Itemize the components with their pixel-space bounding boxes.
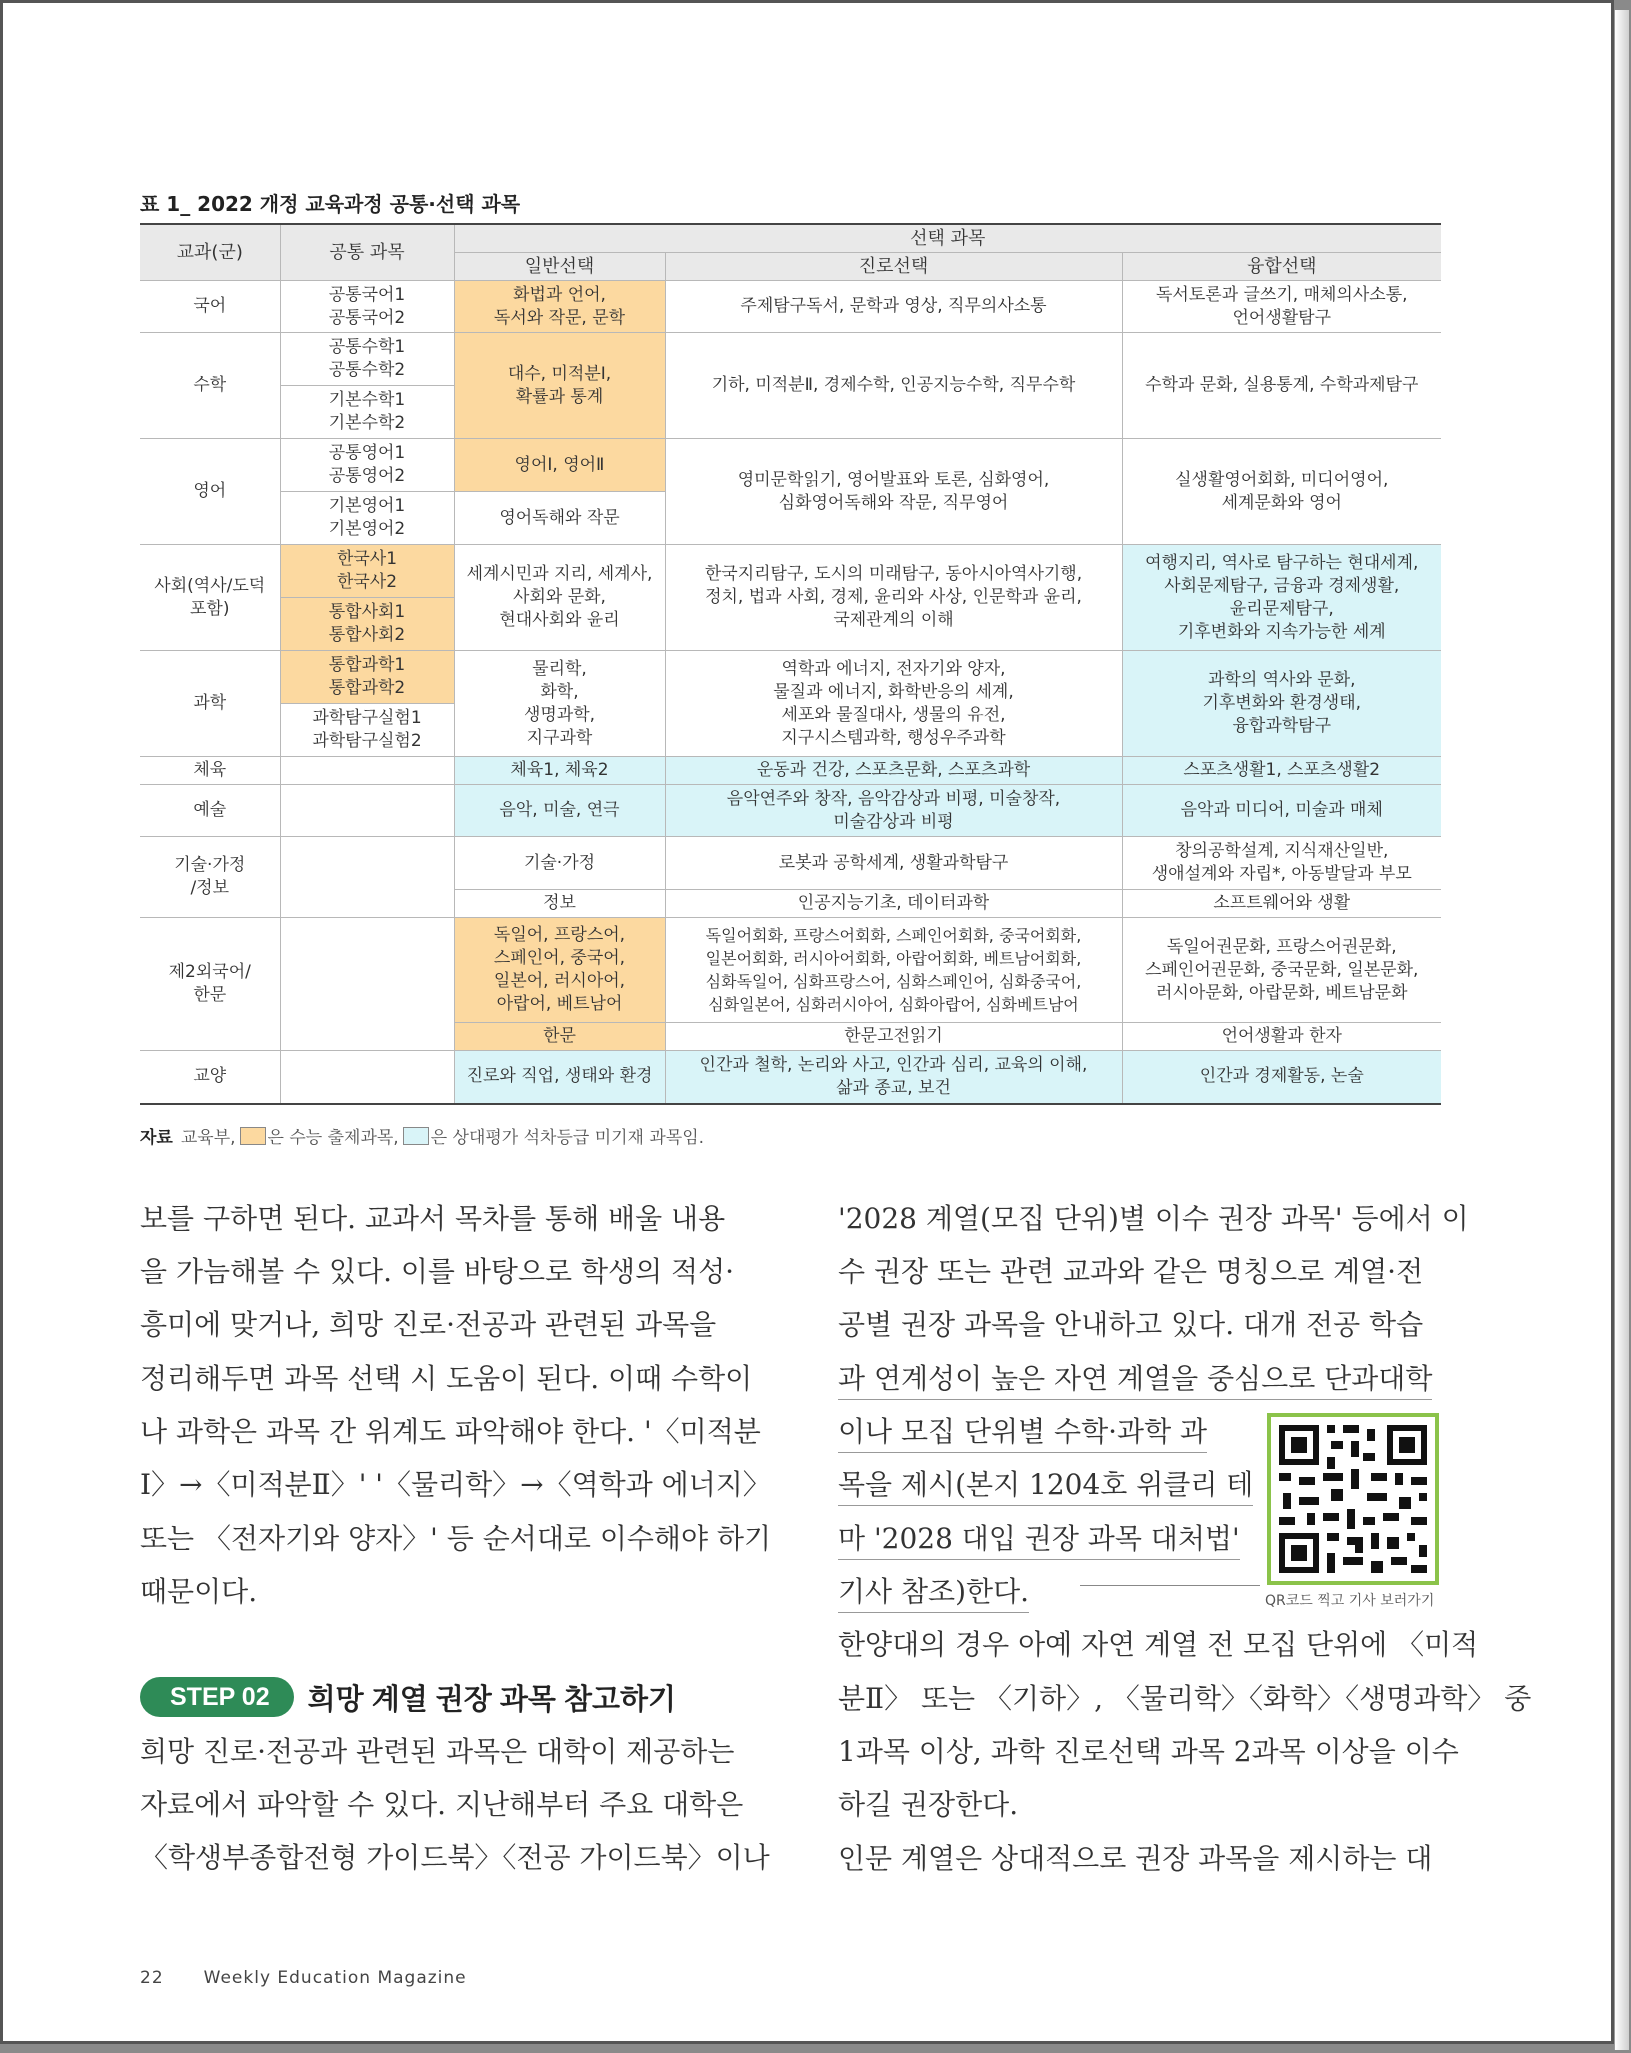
blue-legend-swatch [403,1127,429,1145]
qr-pattern [1271,1417,1435,1581]
common-cell [280,785,454,837]
page-footer [140,1968,467,1988]
step-title: 희망 계열 권장 과목 참고하기 [307,1683,677,1716]
body-line: 분Ⅱ〉 또는 〈기하〉, 〈물리학〉〈화학〉〈생명과학〉 중 [838,1682,1532,1715]
body-line: 보를 구하면 된다. 교과서 목차를 통해 배울 내용 [140,1202,726,1235]
general-cell: 진로와 직업, 생태와 환경 [454,1051,665,1104]
body-line: 나 과학은 과목 간 위계도 파악해야 한다. '〈미적분 [140,1415,761,1448]
common-cell: 공통수학1 공통수학2 [280,333,454,386]
header-common: 공통 과목 [280,224,454,281]
general-cell: 체육1, 체육2 [454,757,665,785]
step-heading [140,1676,676,1718]
curriculum-table [140,223,1441,1105]
general-cell: 물리학, 화학, 생명과학, 지구과학 [454,651,665,757]
career-cell: 기하, 미적분Ⅱ, 경제수학, 인공지능수학, 직무수학 [665,333,1122,439]
body-line: 정리해두면 과목 선택 시 도움이 된다. 이때 수학이 [140,1362,753,1395]
subject-name: 체육 [140,757,280,785]
body-line: 또는 〈전자기와 양자〉' 등 순서대로 이수해야 하기 [140,1522,772,1555]
header-career: 진로선택 [665,253,1122,281]
row-math [140,333,1441,386]
page-edge [1614,10,1629,2050]
career-cell: 음악연주와 창작, 음악감상과 비평, 미술창작, 미술감상과 비평 [665,785,1122,837]
body-line: 한양대의 경우 아예 자연 계열 전 모집 단위에 〈미적 [838,1628,1479,1661]
career-cell: 한문고전읽기 [665,1023,1122,1051]
subject-name: 교양 [140,1051,280,1104]
source-org: 교육부, [180,1128,236,1148]
table-title: 표 1_ 2022 개정 교육과정 공통·선택 과목 [140,192,521,216]
general-cell: 독일어, 프랑스어, 스페인어, 중국어, 일본어, 러시아어, 아랍어, 베트남어 [454,918,665,1023]
common-cell: 한국사1 한국사2 [280,545,454,598]
career-cell: 주제탐구독서, 문학과 영상, 직무의사소통 [665,281,1122,333]
header-convergence: 융합선택 [1122,253,1441,281]
common-cell: 공통국어1 공통국어2 [280,281,454,333]
common-cell: 기본수학1 기본수학2 [280,386,454,439]
body-line: Ⅰ〉→〈미적분Ⅱ〉' '〈물리학〉→〈역학과 에너지〉 [140,1468,771,1501]
subject-name: 영어 [140,439,280,545]
convergence-cell: 수학과 문화, 실용통계, 수학과제탐구 [1122,333,1441,439]
subject-name: 제2외국어/ 한문 [140,918,280,1051]
row-korean [140,281,1441,333]
body-line: 공별 권장 과목을 안내하고 있다. 대개 전공 학습 [838,1308,1424,1341]
career-cell: 영미문학읽기, 영어발표와 토론, 심화영어, 심화영어독해와 작문, 직무영어 [665,439,1122,545]
body-line: 하길 권장한다. [838,1788,1019,1821]
convergence-cell: 여행지리, 역사로 탐구하는 현대세계, 사회문제탐구, 금융과 경제생활, 윤리문제탐구, 기후변화와 지속가능한 세계 [1122,545,1441,651]
convergence-cell: 음악과 미디어, 미술과 매체 [1122,785,1441,837]
orange-legend-swatch [240,1127,266,1145]
career-cell: 역학과 에너지, 전자기와 양자, 물질과 에너지, 화학반응의 세계, 세포와 물질대사, 생물의 유전, 지구시스템과학, 행성우주과학 [665,651,1122,757]
convergence-cell: 독일어권문화, 프랑스어권문화, 스페인어권문화, 중국문화, 일본문화, 러시아문화, 아랍문화, 베트남문화 [1122,918,1441,1023]
common-cell [280,1051,454,1104]
general-cell: 한문 [454,1023,665,1051]
convergence-cell: 언어생활과 한자 [1122,1023,1441,1051]
header-subject-group: 교과(군) [140,224,280,281]
orange-legend-text: 은 수능 출제과목, [267,1128,399,1148]
magazine-name: Weekly Education Magazine [203,1968,467,1988]
convergence-cell: 인간과 경제활동, 논술 [1122,1051,1441,1104]
body-line: 흥미에 맞거나, 희망 진로·전공과 관련된 과목을 [140,1308,717,1341]
body-line: 이나 모집 단위별 수학·과학 과 [838,1412,1207,1453]
body-line: 을 가늠해볼 수 있다. 이를 바탕으로 학생의 적성· [140,1255,735,1288]
common-cell [280,757,454,785]
subject-name: 사회(역사/도덕 포함) [140,545,280,651]
qr-connector-line [1080,1585,1260,1586]
body-line: 기사 참조)한다. [838,1572,1029,1613]
body-line: 자료에서 파악할 수 있다. 지난해부터 주요 대학은 [140,1788,744,1821]
career-cell: 로봇과 공학세계, 생활과학탐구 [665,837,1122,890]
source-label: 자료 [140,1128,173,1148]
body-line: 1과목 이상, 과학 진로선택 과목 2과목 이상을 이수 [838,1735,1459,1768]
subject-name: 예술 [140,785,280,837]
general-cell: 영어Ⅰ, 영어Ⅱ [454,439,665,492]
convergence-cell: 소프트웨어와 생활 [1122,890,1441,918]
body-line: 수 권장 또는 관련 교과와 같은 명칭으로 계열·전 [838,1255,1424,1288]
row-english [140,439,1441,492]
body-line: 과 연계성이 높은 자연 계열을 중심으로 단과대학 [838,1359,1432,1400]
common-cell: 통합사회1 통합사회2 [280,598,454,651]
career-cell: 운동과 건강, 스포츠문화, 스포츠과학 [665,757,1122,785]
general-cell: 대수, 미적분Ⅰ, 확률과 통계 [454,333,665,439]
common-cell: 기본영어1 기본영어2 [280,492,454,545]
general-cell: 영어독해와 작문 [454,492,665,545]
common-cell: 통합과학1 통합과학2 [280,651,454,704]
general-cell: 세계시민과 지리, 세계사, 사회와 문화, 현대사회와 윤리 [454,545,665,651]
body-line: 목을 제시(본지 1204호 위클리 테 [838,1465,1253,1506]
row-foreign [140,918,1441,1023]
step-badge: STEP 02 [140,1677,294,1717]
career-cell: 한국지리탐구, 도시의 미래탐구, 동아시아역사기행, 정치, 법과 사회, 경제, 윤리와 사상, 인문학과 윤리, 국제관계의 이해 [665,545,1122,651]
subject-name: 과학 [140,651,280,757]
common-cell [280,837,454,918]
body-line: 때문이다. [140,1575,258,1608]
subject-name: 국어 [140,281,280,333]
row-liberal [140,1051,1441,1104]
subject-name: 기술·가정 /정보 [140,837,280,918]
career-cell: 인공지능기초, 데이터과학 [665,890,1122,918]
header-elective: 선택 과목 [454,224,1441,253]
blue-legend-text: 은 상대평가 석차등급 미기재 과목임. [430,1128,705,1148]
common-cell [280,918,454,1051]
career-cell: 인간과 철학, 논리와 사고, 인간과 심리, 교육의 이해, 삶과 종교, 보건 [665,1051,1122,1104]
body-line: 인문 계열은 상대적으로 권장 과목을 제시하는 대 [838,1842,1433,1875]
general-cell: 정보 [454,890,665,918]
row-science [140,651,1441,704]
convergence-cell: 창의공학설계, 지식재산일반, 생애설계와 자립*, 아동발달과 부모 [1122,837,1441,890]
general-cell: 음악, 미술, 연극 [454,785,665,837]
row-arts [140,785,1441,837]
qr-caption: QR코드 찍고 기사 보러가기 [1265,1593,1435,1609]
convergence-cell: 독서토론과 글쓰기, 매체의사소통, 언어생활탐구 [1122,281,1441,333]
row-social [140,545,1441,598]
table-source-note [140,1123,704,1148]
body-line: '2028 계열(모집 단위)별 이수 권장 과목' 등에서 이 [838,1202,1469,1235]
career-cell: 독일어회화, 프랑스어회화, 스페인어회화, 중국어회화, 일본어회화, 러시아어회화, 아랍어회화, 베트남어회화, 심화독일어, 심화프랑스어, 심화스페인어, 심화중국어, 심화일본어, 심화러시아어, 심화아랍어, 심화베트남어 [665,918,1122,1023]
row-pe [140,757,1441,785]
qr-code-icon[interactable] [1267,1413,1439,1585]
body-line: 마 '2028 대입 권장 과목 대처법' [838,1519,1240,1560]
subject-name: 수학 [140,333,280,439]
row-tech [140,837,1441,890]
general-cell: 기술·가정 [454,837,665,890]
convergence-cell: 과학의 역사와 문화, 기후변화와 환경생태, 융합과학탐구 [1122,651,1441,757]
common-cell: 공통영어1 공통영어2 [280,439,454,492]
body-line: 〈학생부종합전형 가이드북〉〈전공 가이드북〉이나 [140,1841,770,1874]
body-line: 희망 진로·전공과 관련된 과목은 대학이 제공하는 [140,1735,735,1768]
common-cell: 과학탐구실험1 과학탐구실험2 [280,704,454,757]
general-cell: 화법과 언어, 독서와 작문, 문학 [454,281,665,333]
header-general: 일반선택 [454,253,665,281]
page-number: 22 [140,1968,164,1988]
convergence-cell: 실생활영어회화, 미디어영어, 세계문화와 영어 [1122,439,1441,545]
convergence-cell: 스포츠생활1, 스포츠생활2 [1122,757,1441,785]
